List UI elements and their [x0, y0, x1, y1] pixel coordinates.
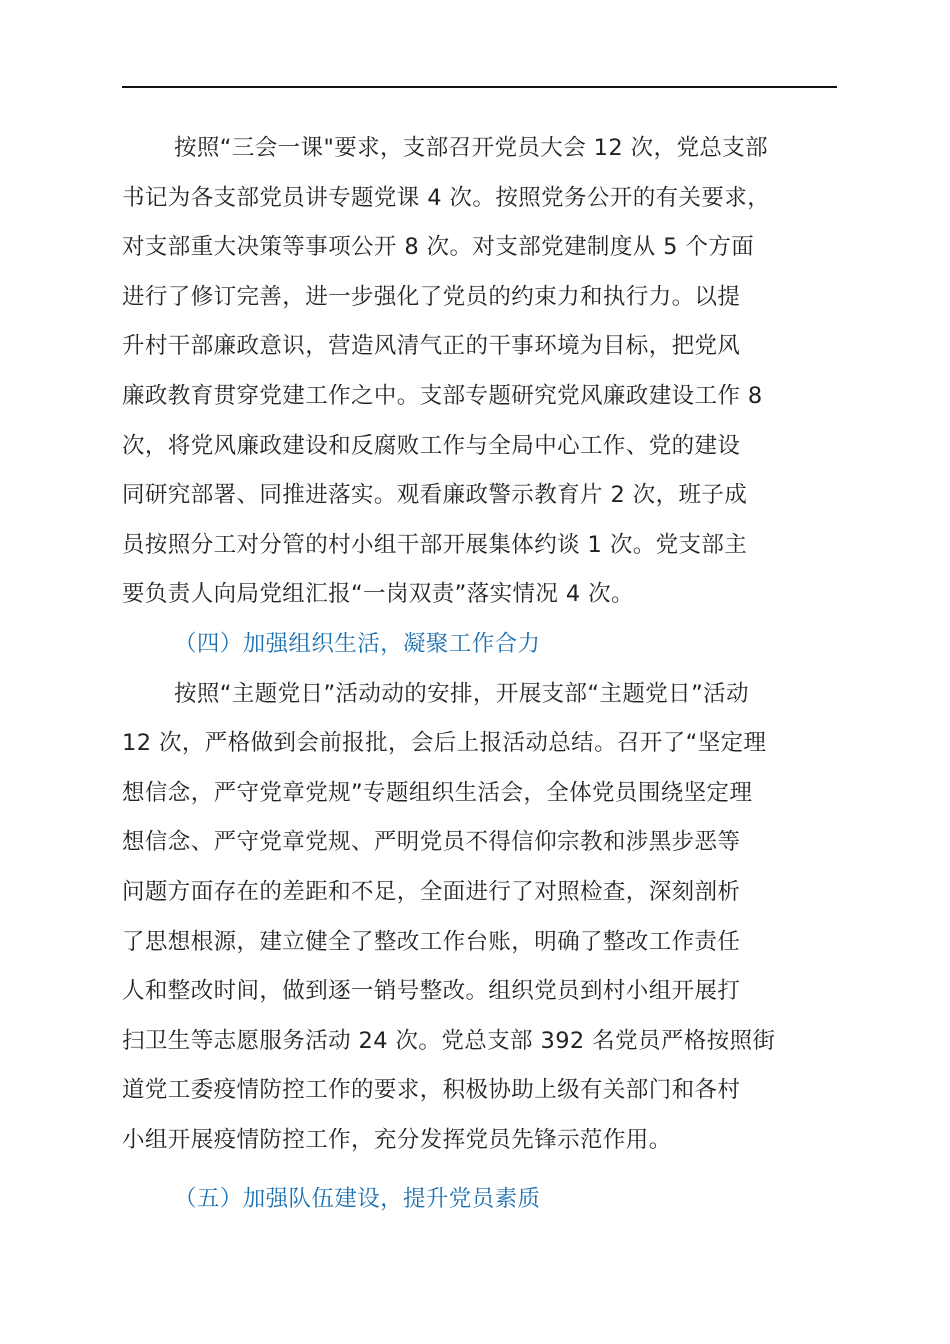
text-line: 要负责人向局党组汇报“一岗双责”落实情况 4 次。	[122, 581, 634, 608]
text-line: 按照“主题党日”活动动的安排，开展支部“主题党日”活动	[174, 680, 749, 707]
text-line: 道党工委疫情防控工作的要求，积极协助上级有关部门和各村	[122, 1077, 741, 1104]
section-heading-4: （四）加强组织生活，凝聚工作合力	[174, 630, 541, 657]
text-line: 想信念、严守党章党规、严明党员不得信仰宗教和涉黑步恶等	[122, 829, 741, 856]
text-line: 扫卫生等志愿服务活动 24 次。党总支部 392 名党员严格按照街	[122, 1027, 776, 1054]
text-line: 想信念，严守党章党规”专题组织生活会，全体党员围绕坚定理	[122, 779, 753, 806]
document-body	[122, 124, 840, 1225]
text-line: 了思想根源，建立健全了整改工作台账，明确了整改工作责任	[122, 928, 741, 955]
text-line: 次，将党风廉政建设和反腐败工作与全局中心工作、党的建设	[122, 432, 741, 459]
text-line: 进行了修订完善，进一步强化了党员的约束力和执行力。以提	[122, 283, 741, 310]
paragraph-organization-life	[122, 670, 840, 1166]
text-line: 小组开展疫情防控工作，充分发挥党员先锋示范作用。	[122, 1126, 672, 1153]
text-line: 廉政教育贯穿党建工作之中。支部专题研究党风廉政建设工作 8	[122, 382, 763, 409]
text-line: 12 次，严格做到会前报批，会后上报活动总结。召开了“坚定理	[122, 730, 767, 757]
text-line: 对支部重大决策等事项公开 8 次。对支部党建制度从 5 个方面	[122, 234, 755, 261]
text-line: 书记为各支部党员讲专题党课 4 次。按照党务公开的有关要求，	[122, 184, 771, 211]
text-line: 问题方面存在的差距和不足，全面进行了对照检查，深刻剖析	[122, 878, 741, 905]
text-line: 同研究部署、同推进落实。观看廉政警示教育片 2 次，班子成	[122, 482, 748, 509]
header-rule	[122, 86, 837, 88]
text-line: 员按照分工对分管的村小组干部开展集体约谈 1 次。党支部主	[122, 531, 748, 558]
text-line: 按照“三会一课"要求，支部召开党员大会 12 次，党总支部	[174, 135, 769, 161]
text-line: 人和整改时间，做到逐一销号整改。组织党员到村小组开展打	[122, 978, 741, 1005]
text-line: 升村干部廉政意识，营造风清气正的干事环境为目标，把党风	[122, 333, 741, 360]
paragraph-party-meetings	[122, 124, 840, 620]
section-heading-5: （五）加强队伍建设，提升党员素质	[174, 1186, 541, 1213]
